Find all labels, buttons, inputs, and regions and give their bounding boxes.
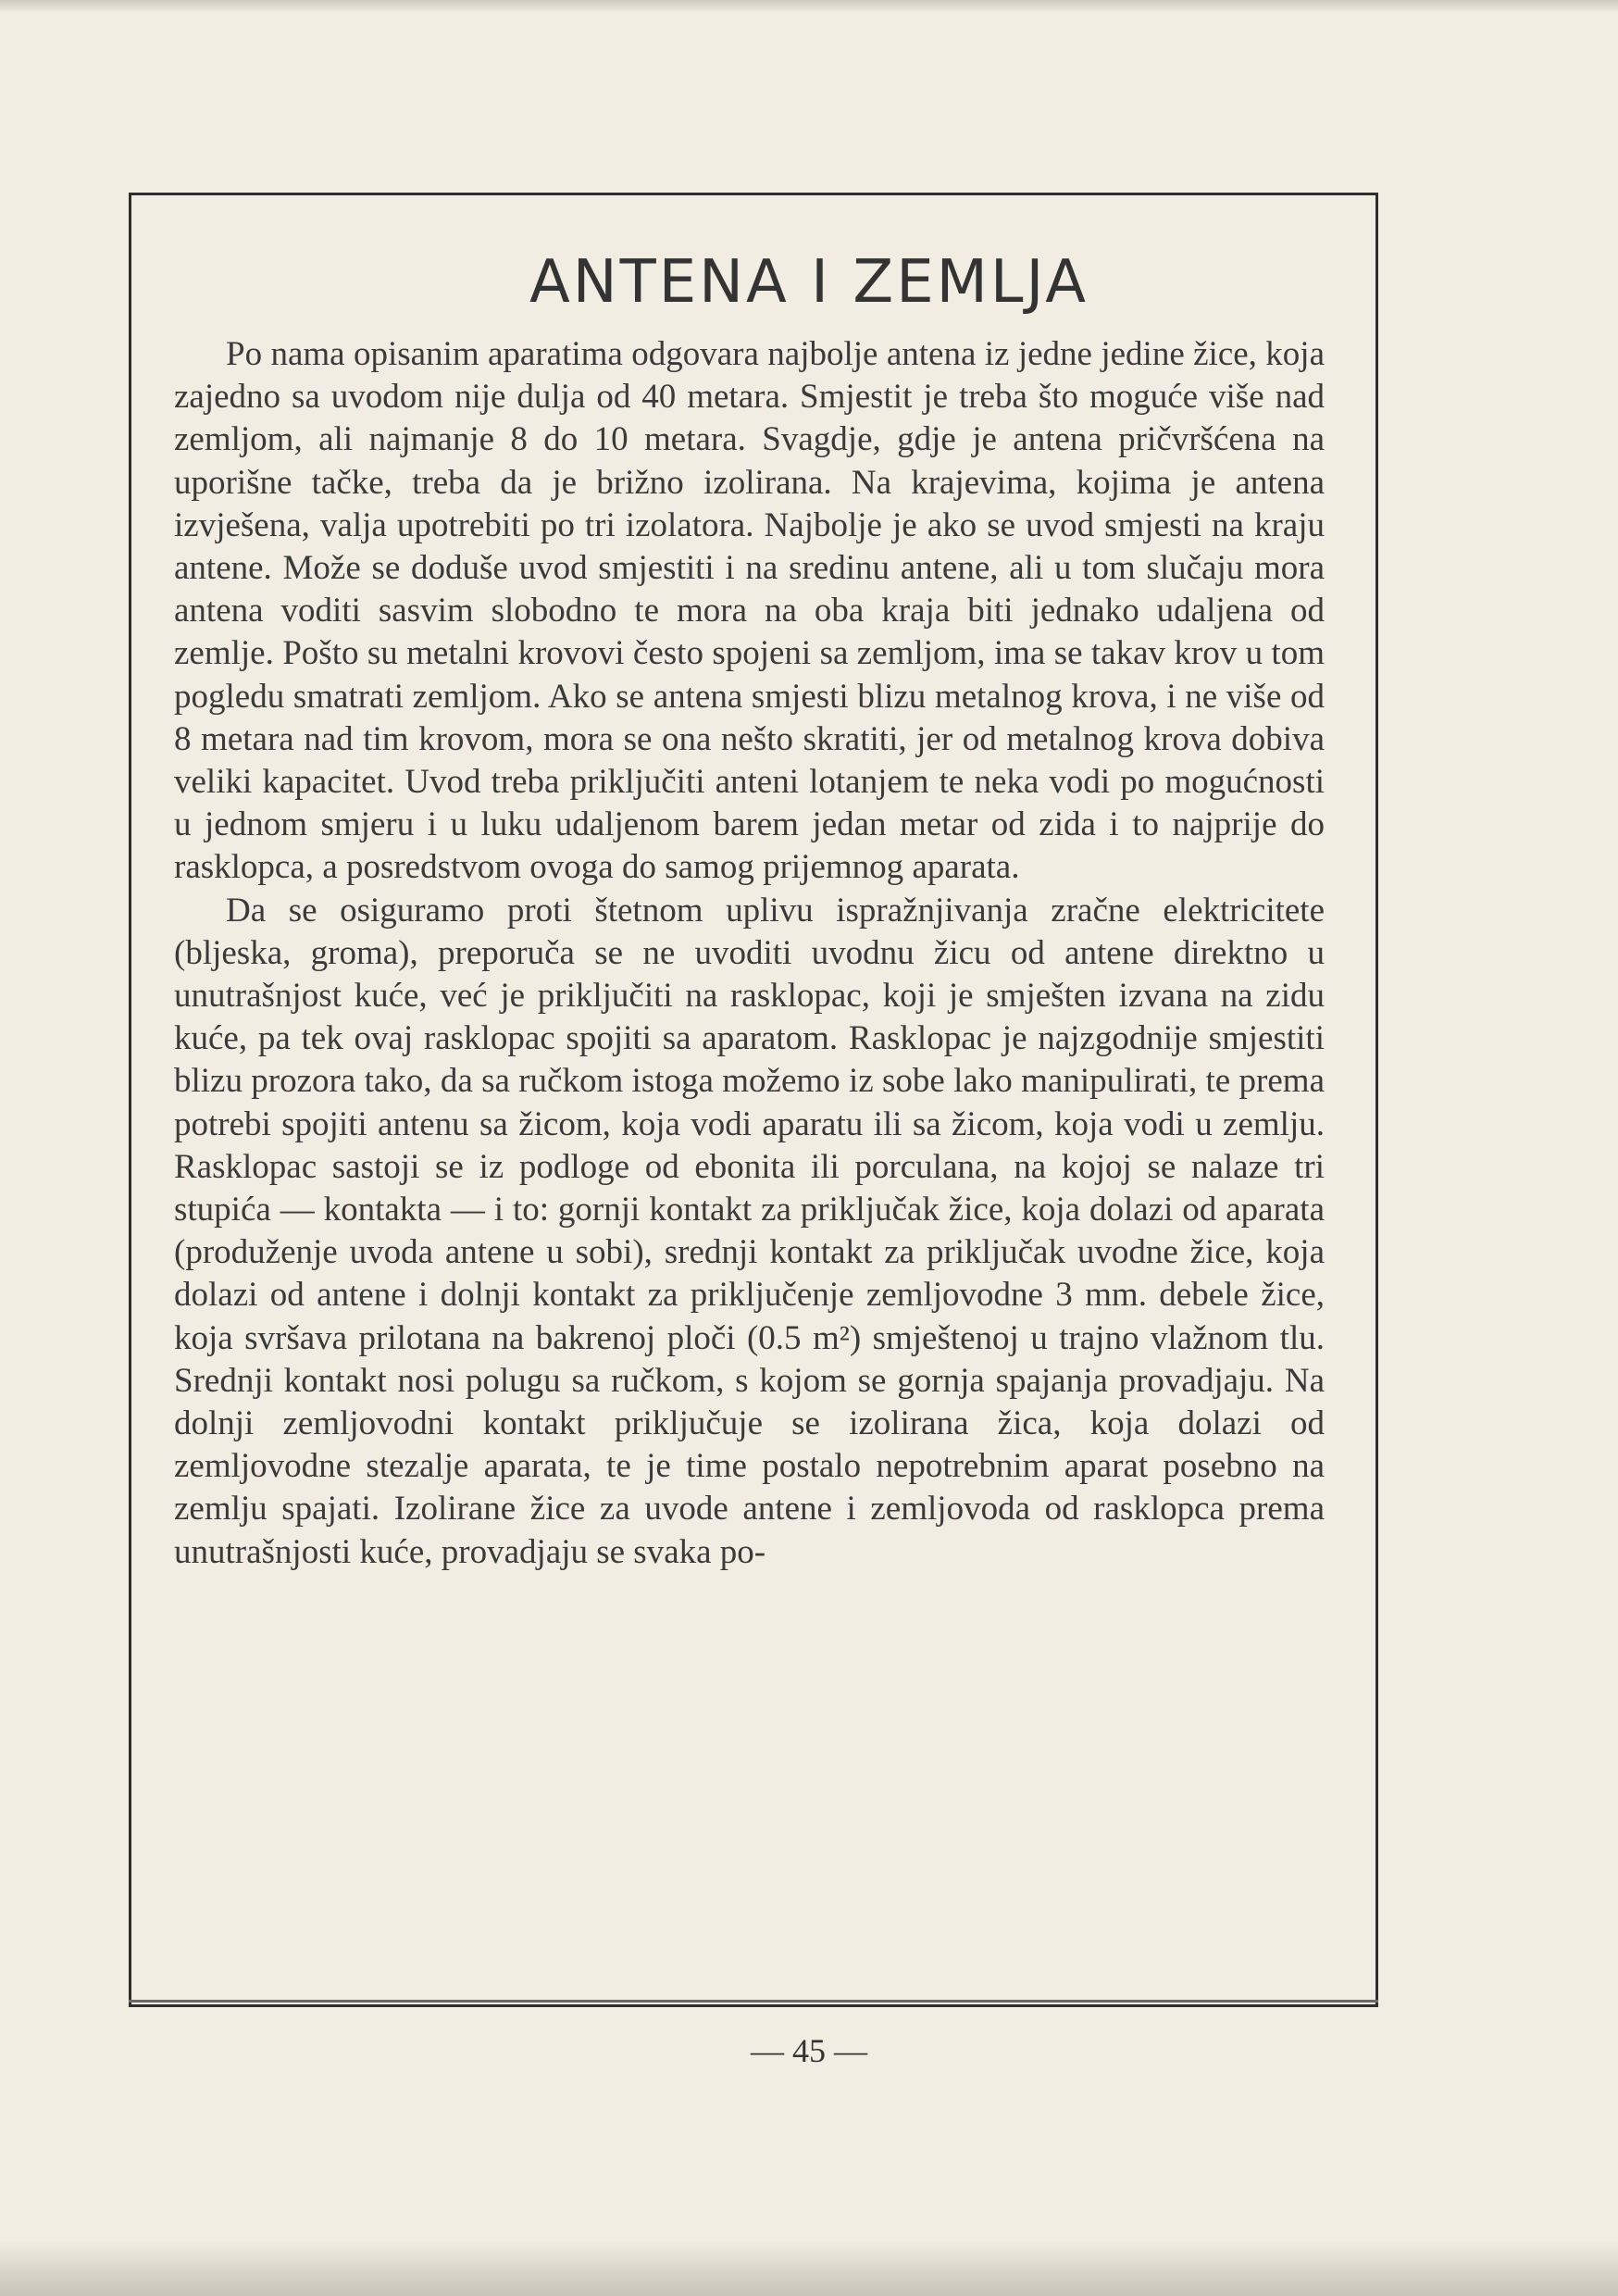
body-text [174,333,1325,1574]
page-edge-top [0,0,1618,13]
page-title: ANTENA I ZEMLJA [529,248,1089,317]
page-edge-bottom [0,2240,1618,2296]
frame-bottom-rule [129,2000,1378,2003]
paragraph-1: Po nama opisanim aparatima odgovara najbolje antena iz jedne jedine žice, koja zajedno sa uvodom nije dulja od 40 metara. Smjestit je treba što moguće više nad zemljom, ali najmanje 8 do 10 metara. Svagdje, gdje je antena pričvršćena na uporišne tačke, treba da je brižno izolirana. Na krajevima, kojima je antena izvješena, valja upotrebiti po tri izolatora. Najbolje je ako se uvod smjesti na kraju antene. Može se doduše uvod smjestiti i na sredinu antene, ali u tom slučaju mora antena voditi sasvim slobodno te mora na oba kraja biti jednako udaljena od zemlje. Pošto su metalni krovovi često spojeni sa zemljom, ima se takav krov u tom pogledu smatrati zemljom. Ako se antena smjesti blizu metalnog krova, i ne više od 8 metara nad tim krovom, mora se ona nešto skratiti, jer od metalnog krova dobiva veliki kapacitet. Uvod treba priključiti anteni lotanjem te neka vodi po mogućnosti u jednom smjeru i u luku udaljenom barem jedan metar od zida i to najprije do rasklopca, a posredstvom ovoga do samog prijemnog aparata. [174,335,1325,887]
page-number: — 45 — [751,2032,867,2069]
paragraph-2: Da se osiguramo proti štetnom uplivu ispražnjivanja zračne elektricitete (bljeska, groma), preporuča se ne uvoditi uvodnu žicu od antene direktno u unutrašnjost kuće, već je priključiti na rasklopac, koji je smješten izvana na zidu kuće, pa tek ovaj rasklopac spojiti sa aparatom. Rasklopac je najzgodnije smjestiti blizu prozora tako, da sa ručkom istoga možemo iz sobe lako manipulirati, te prema potrebi spojiti antenu sa žicom, koja vodi aparatu ili sa žicom, koja vodi u zemlju. Rasklopac sastoji se iz podloge od ebonita ili porculana, na kojoj se nalaze tri stupića — kontakta — i to: gornji kontakt za priključak žice, koja dolazi od aparata (produženje uvoda antene u sobi), srednji kontakt za priključak uvodne žice, koja dolazi od antene i dolnji kontakt za priključenje zemljovodne 3 mm. debele žice, koja svršava prilotana na bakrenoj ploči (0.5 m²) smještenoj u trajno vlažnom tlu. Srednji kontakt nosi polugu sa ručkom, s kojom se gornja spajanja provadjaju. Na dolnji zemljovodni kontakt priključuje se izolirana žica, koja dolazi od zemljovodne stezalje aparata, te je time postalo nepotrebnim aparat posebno na zemlju spajati. Izolirane žice za uvode antene i zemljovoda od rasklopca prema unutrašnjosti kuće, provadjaju se svaka po- [174,891,1325,1571]
